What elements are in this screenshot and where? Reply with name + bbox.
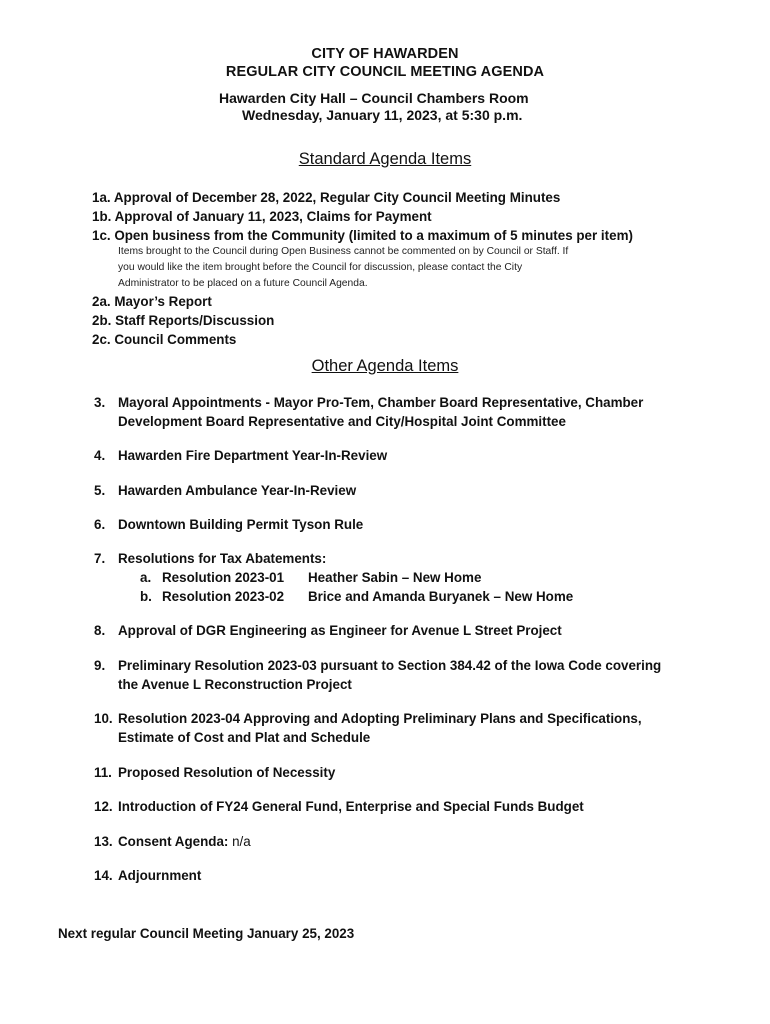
- item-text: Hawarden Ambulance Year-In-Review: [118, 483, 357, 498]
- item-text: Hawarden Fire Department Year-In-Review: [118, 448, 388, 463]
- item-text-continued: Estimate of Cost and Plat and Schedule: [118, 730, 371, 745]
- meeting-location: Hawarden City Hall – Council Chambers Room: [219, 90, 529, 106]
- item-text-continued: Development Board Representative and City/Hospital Joint Committee: [118, 414, 566, 429]
- open-business-note-line2: you would like the item brought before the Council for discussion, please contact the City: [118, 262, 523, 273]
- city-title: CITY OF HAWARDEN: [311, 46, 459, 62]
- sub-letter: a.: [140, 570, 152, 585]
- item-text: Preliminary Resolution 2023-03 pursuant to Section 384.42 of the Iowa Code covering: [118, 658, 662, 673]
- sub-resolution: Resolution 2023-01: [162, 570, 285, 585]
- item-number: 6.: [94, 517, 106, 532]
- sub-letter: b.: [140, 589, 152, 604]
- other-section-title: Other Agenda Items: [311, 357, 459, 375]
- agenda-item-2a: 2a. Mayor’s Report: [92, 294, 212, 309]
- agenda-item-2b: 2b. Staff Reports/Discussion: [92, 313, 275, 328]
- item-text: Downtown Building Permit Tyson Rule: [118, 517, 364, 532]
- item-number: 10.: [94, 711, 113, 726]
- item-number: 13.: [94, 834, 113, 849]
- item-text: Adjournment: [118, 868, 202, 883]
- item-text: Mayoral Appointments - Mayor Pro-Tem, Chamber Board Representative, Chamber: [118, 395, 644, 410]
- item-text-continued: the Avenue L Reconstruction Project: [118, 677, 352, 692]
- consent-label: Consent Agenda:: [118, 834, 229, 849]
- open-business-note-line1: Items brought to the Council during Open Business cannot be commented on by Council or Staff. If: [118, 246, 569, 257]
- item-text: [118, 834, 251, 849]
- item-number: 9.: [94, 658, 106, 673]
- item-number: 11.: [94, 765, 112, 780]
- item-text: Introduction of FY24 General Fund, Enterprise and Special Funds Budget: [118, 799, 584, 814]
- item-number: 4.: [94, 448, 106, 463]
- sub-resolution: Resolution 2023-02: [162, 589, 285, 604]
- sub-description: Heather Sabin – New Home: [308, 570, 482, 585]
- agenda-title: REGULAR CITY COUNCIL MEETING AGENDA: [225, 64, 545, 80]
- agenda-item-2c: 2c. Council Comments: [92, 332, 237, 347]
- item-number: 14.: [94, 868, 113, 883]
- item-number: 5.: [94, 483, 106, 498]
- item-text: Proposed Resolution of Necessity: [118, 765, 336, 780]
- meeting-datetime: Wednesday, January 11, 2023, at 5:30 p.m.: [242, 107, 523, 123]
- sub-description: Brice and Amanda Buryanek – New Home: [308, 589, 574, 604]
- item-number: 3.: [94, 395, 106, 410]
- item-text: Resolutions for Tax Abatements:: [118, 551, 327, 566]
- item-number: 7.: [94, 551, 106, 566]
- standard-section-title: Standard Agenda Items: [298, 150, 472, 168]
- item-number: 12.: [94, 799, 113, 814]
- item-text: Resolution 2023-04 Approving and Adopting Preliminary Plans and Specifications,: [118, 711, 642, 726]
- open-business-note-line3: Administrator to be placed on a future Council Agenda.: [118, 278, 368, 289]
- agenda-item-1b: 1b. Approval of January 11, 2023, Claims for Payment: [92, 209, 432, 224]
- agenda-item-1a: 1a. Approval of December 28, 2022, Regular City Council Meeting Minutes: [92, 190, 561, 205]
- item-text: Approval of DGR Engineering as Engineer for Avenue L Street Project: [118, 623, 562, 638]
- consent-value: n/a: [228, 834, 251, 849]
- agenda-item-1c: 1c. Open business from the Community (limited to a maximum of 5 minutes per item): [92, 228, 633, 243]
- next-meeting-note: Next regular Council Meeting January 25, 2023: [58, 926, 355, 941]
- item-number: 8.: [94, 623, 106, 638]
